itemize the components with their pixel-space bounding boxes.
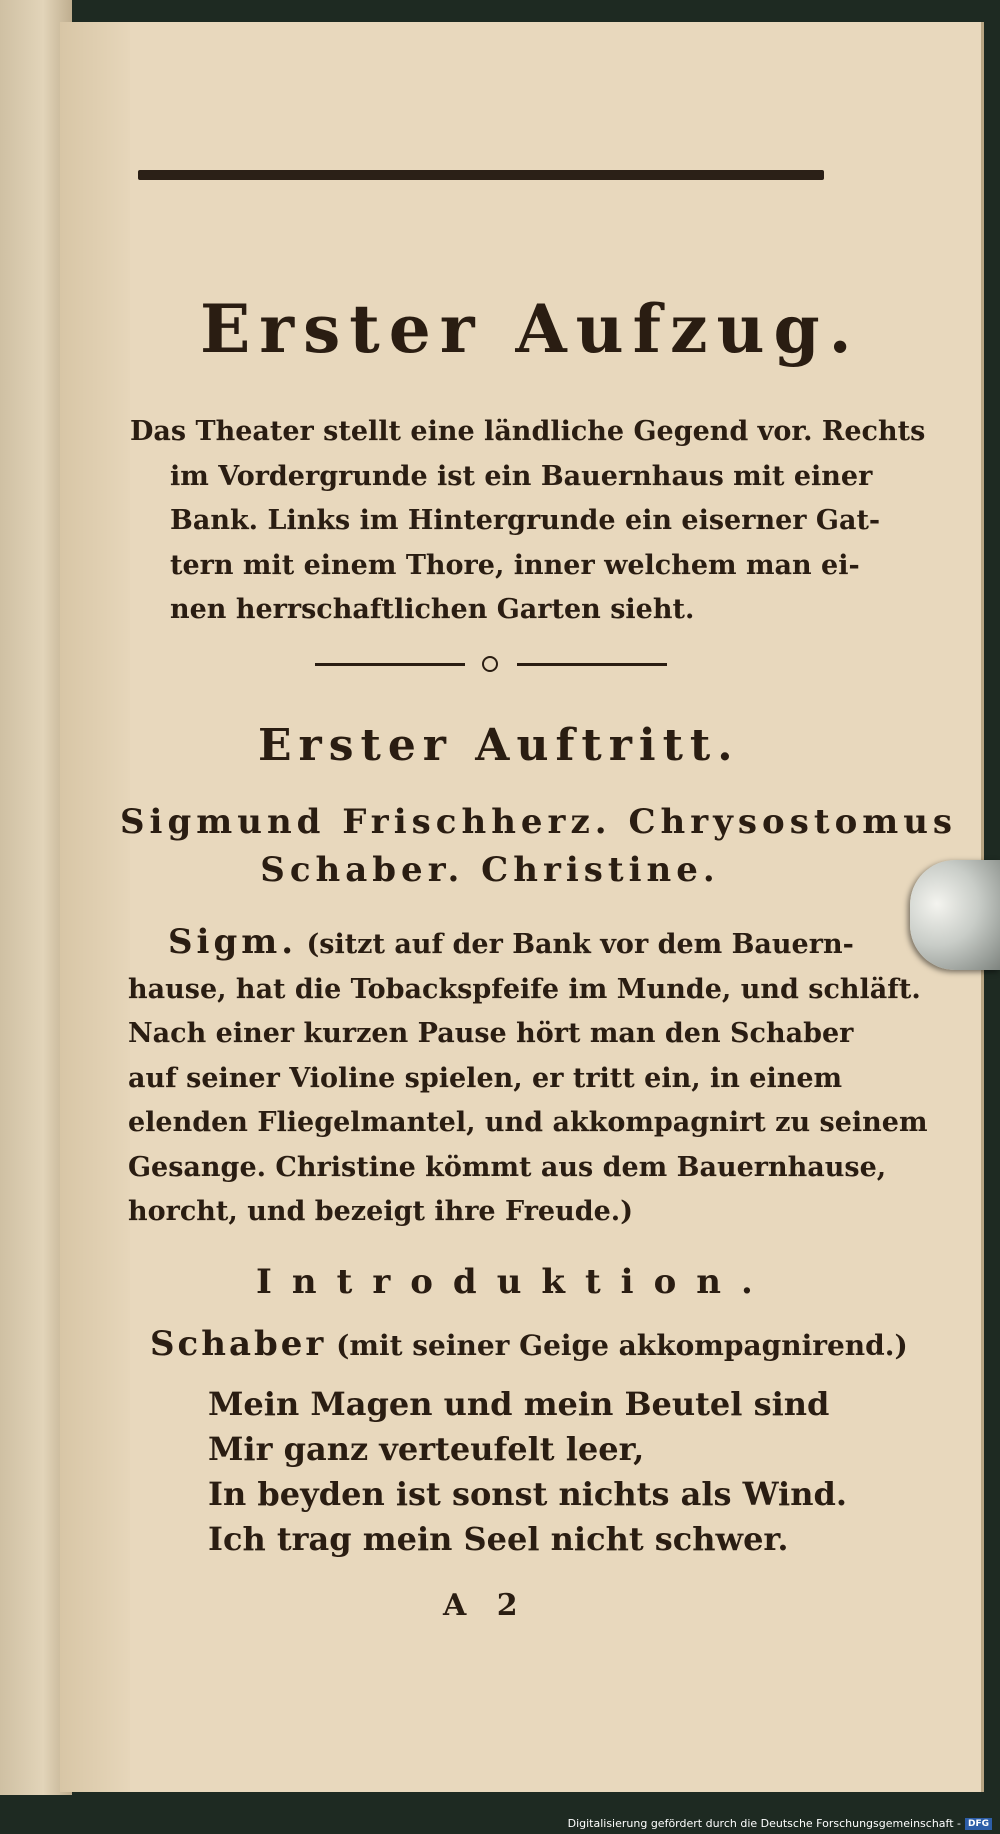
character-line: Schaber. Christine.	[260, 850, 720, 890]
dfg-logo: DFG	[965, 1818, 992, 1830]
direction-line: auf seiner Violine spielen, er tritt ein, in einem	[128, 1062, 843, 1094]
character-list	[120, 798, 958, 894]
direction-line: Gesange. Christine kömmt aus dem Bauernhause,	[128, 1151, 887, 1183]
direction-line	[128, 920, 854, 968]
direction-line: Nach einer kurzen Pause hört man den Schaber	[128, 1018, 854, 1049]
verse-line: In beyden ist sonst nichts als Wind.	[208, 1475, 847, 1513]
scene-title: Erster Auftritt.	[258, 720, 740, 771]
speaker-name: Schaber	[150, 1324, 327, 1364]
act-title: Erster Aufzug.	[200, 290, 861, 368]
speaker-name: Sigm.	[168, 922, 298, 962]
page-clip	[910, 860, 1000, 970]
verse	[208, 1382, 847, 1562]
divider-circle	[482, 656, 498, 672]
stage-setting-line: nen herrschaftlichen Garten sieht.	[170, 594, 695, 625]
page-gutter	[60, 22, 130, 1792]
stage-direction	[128, 920, 928, 1235]
stage-setting-line: Das Theater stellt eine ländliche Gegend vor. Rechts	[130, 416, 926, 447]
ornament-divider	[315, 656, 667, 672]
credit-text: Digitalisierung gefördert durch die Deutsche Forschungsgemeinschaft -	[567, 1817, 961, 1830]
section-title: Introduktion.	[256, 1262, 773, 1302]
header-rule	[138, 170, 824, 180]
stage-setting	[130, 410, 926, 633]
printer-signature: A 2	[443, 1588, 528, 1623]
stage-setting-line: tern mit einem Thore, inner welchem man ei-	[170, 549, 860, 581]
song-cue	[150, 1324, 908, 1364]
stage-setting-line: Bank. Links im Hintergrunde ein eiserner Gat-	[170, 505, 881, 536]
direction-line: hause, hat die Tobackspfeife im Munde, und schläft.	[128, 973, 921, 1005]
digitization-credit	[568, 1817, 992, 1830]
verse-line: Mein Magen und mein Beutel sind	[208, 1385, 830, 1423]
character-line: Sigmund Frischherz. Chrysostomus	[120, 802, 958, 842]
song-cue-direction: (mit seiner Geige akkompagnirend.)	[326, 1329, 908, 1362]
stage-setting-line: im Vordergrunde ist ein Bauernhaus mit einer	[170, 460, 873, 492]
direction-line: horcht, und bezeigt ihre Freude.)	[128, 1196, 633, 1227]
verse-line: Ich trag mein Seel nicht schwer.	[208, 1520, 789, 1558]
direction-text: (sitzt auf der Bank vor dem Bauern-	[297, 929, 854, 960]
divider-bar	[315, 663, 465, 666]
verse-line: Mir ganz verteufelt leer,	[208, 1430, 645, 1468]
divider-bar	[517, 663, 667, 666]
direction-line: elenden Fliegelmantel, und akkompagnirt zu seinem	[128, 1107, 928, 1138]
